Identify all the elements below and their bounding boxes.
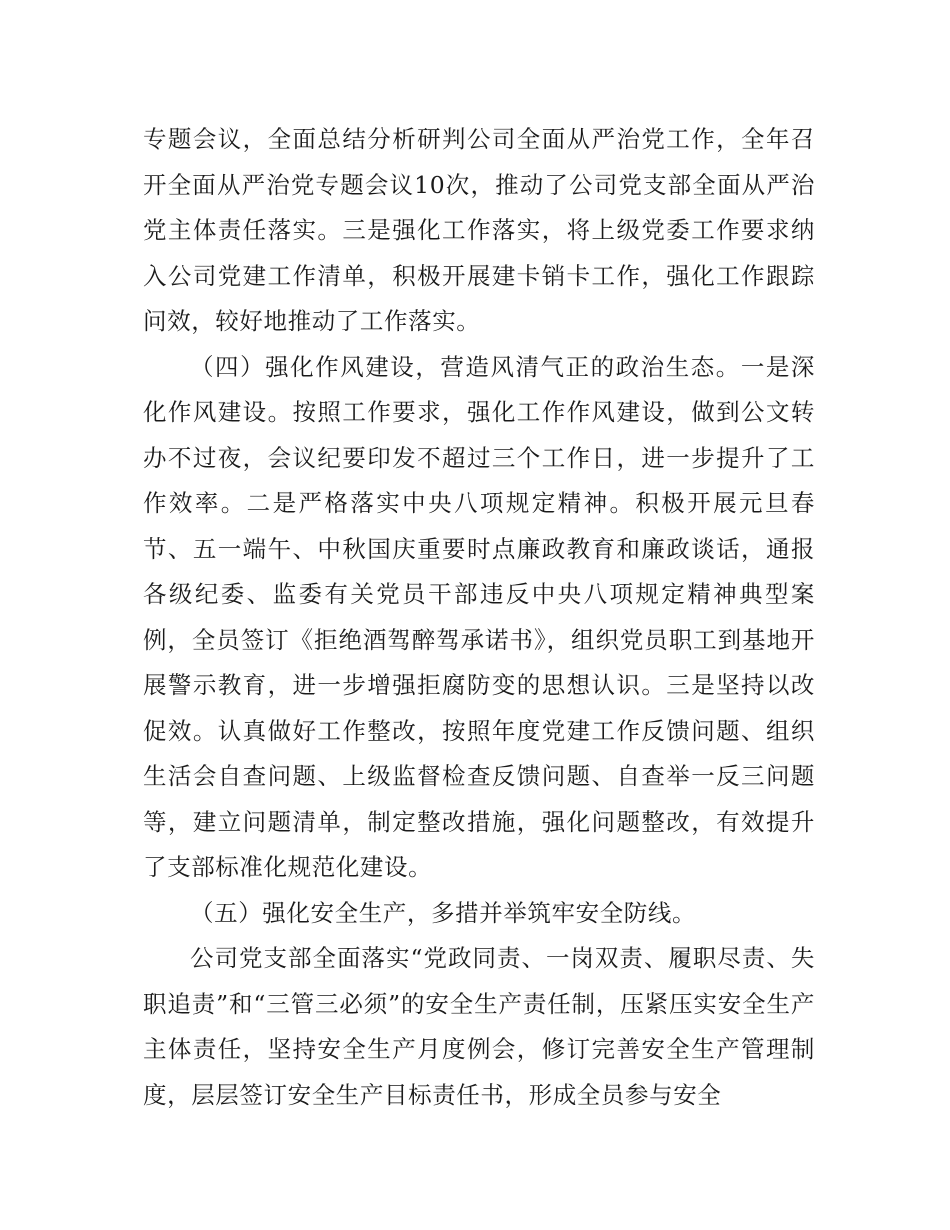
section-five-heading: （五）强化安全生产，多措并举筑牢安全防线。 <box>190 898 697 927</box>
paragraph-continuation: 专题会议，全面总结分析研判公司全面从严治党工作，全年召开全面从严治党专题会议10次，推动了公司党支部全面从严治党主体责任落实。三是强化工作落实，将上级党委工作要求纳入公司党建工作清单，积极开展建卡销卡工作，强化工作跟踪问效，较好地推动了工作落实。 <box>143 125 815 335</box>
paragraph-section-four: （四）强化作风建设，营造风清气正的政治生态。一是深化作风建设。按照工作要求，强化工作作风建设，做到公文转办不过夜，会议纪要印发不超过三个工作日，进一步提升了工作效率。二是严格落实中央八项规定精神。积极开展元旦春节、五一端午、中秋国庆重要时点廉政教育和廉政谈话，通报各级纪委、监委有关党员干部违反中央八项规定精神典型案例，全员签订《拒绝酒驾醉驾承诺书》，组织党员职工到基地开展警示教育，进一步增强拒腐防变的思想认识。三是坚持以改促效。认真做好工作整改，按照年度党建工作反馈问题、组织生活会自查问题、上级监督检查反馈问题、自查举一反三问题等，建立问题清单，制定整改措施，强化问题整改，有效提升了支部标准化规范化建设。 <box>143 352 815 881</box>
document-body <box>143 117 815 1118</box>
paragraph-safety-production: 公司党支部全面落实“党政同责、一岗双责、履职尽责、失职追责”和“三管三必须”的安全生产责任制，压紧压实安全生产主体责任，坚持安全生产月度例会，修订完善安全生产管理制度，层层签订安全生产目标责任书，形成全员参与安全 <box>143 944 815 1109</box>
